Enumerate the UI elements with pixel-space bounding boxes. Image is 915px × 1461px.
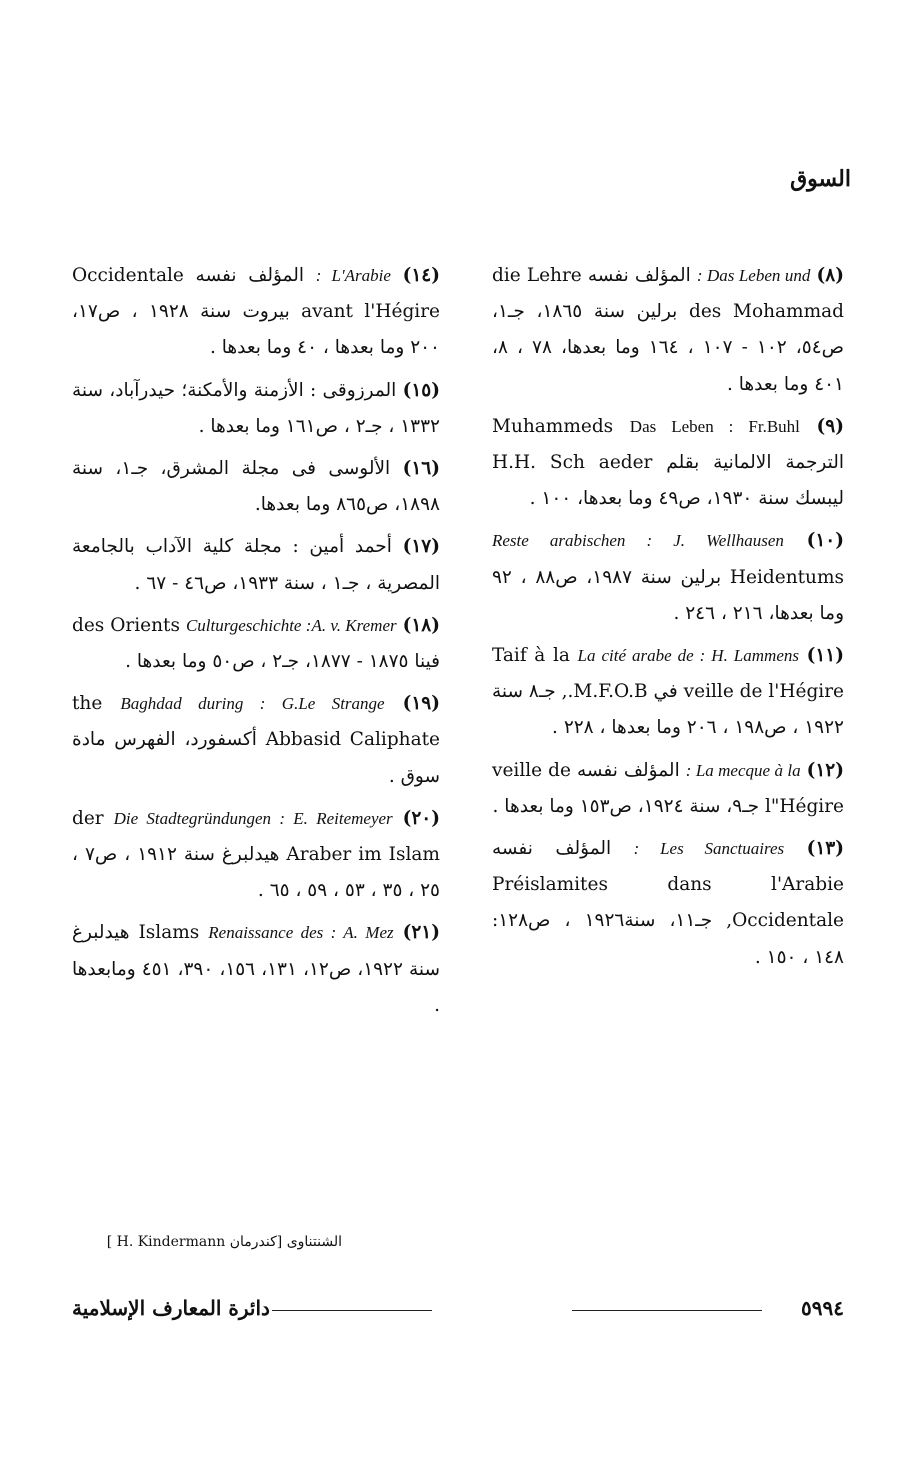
reference-number: (١٠) [806,530,844,552]
reference-text: المؤلف نفسه Occidentale avant l'Hégire بيروت سنة ١٩٢٨ ، ص١٧، ٢٠٠ وما بعدها ، ٤٠ وما بعدها . [72,265,440,359]
reference-21 [72,915,440,1024]
reference-number: (١٧) [402,536,440,558]
references-column-left [72,258,440,1030]
reference-number: (١٦) [402,458,440,480]
reference-number: (١١) [806,645,845,667]
reference-number: (١٨) [402,614,440,636]
reference-text: Muhammeds الترجمة الالمانية بقلم H.H. Sch aeder ليبسك سنة ١٩٣٠، ص٤٩ وما بعدها، ١٠٠ . [492,415,844,510]
encyclopedia-title: دائرة المعارف الإسلامية [72,1296,270,1320]
reference-15 [72,373,440,445]
reference-title: La mecque à la : [685,760,801,780]
reference-text: Islams هيدلبرغ سنة ١٩٢٢، ص١٢، ١٣١، ١٥٦، ٣٩٠، ٤٥١ ومابعدها . [72,922,440,1016]
reference-19 [72,686,440,795]
reference-number: (٢١) [402,922,440,944]
reference-9 [492,409,844,518]
reference-number: (١٤) [402,265,440,286]
footer-divider-right [572,1310,762,1311]
reference-text: أحمد أمين : مجلة كلية الآداب بالجامعة المصرية ، جـ١ ، سنة ١٩٣٣، ص٤٦ - ٦٧ . [72,536,440,594]
references-column-right [492,258,844,982]
reference-8 [492,258,844,403]
reference-17 [72,529,440,601]
reference-text: des Orients فينا ١٨٧٥ - ١٨٧٧، جـ٢ ، ص٥٠ وما بعدها . [72,614,440,673]
reference-16 [72,451,440,523]
reference-text: المرزوقى : الأزمنة والأمكنة؛ حيدرآباد، سنة ١٣٣٢ ، جـ٢ ، ص١٦١ وما بعدها . [72,379,440,437]
author-signature: الشنتناوى [كندرمان H. Kindermann ] [106,1234,342,1250]
reference-number: (١٢) [806,759,845,781]
reference-13 [492,831,844,976]
reference-title: La cité arabe de : H. Lammens [577,646,799,666]
page-number: ٥٩٩٤ [801,1296,844,1320]
reference-20 [72,801,440,910]
reference-title: Reste arabischen : J. Wellhausen [492,531,784,551]
reference-number: (١٩) [402,693,440,715]
reference-text: الألوسى فى مجلة المشرق، جـ١، سنة ١٨٩٨، ص٨٦٥ وما بعدها. [72,458,440,516]
reference-number: (٨) [816,265,844,286]
reference-text: المؤلف نفسه veille de l"Hégire جـ٩، سنة ١٩٢٤، ص١٥٣ وما بعدها . [492,759,844,817]
reference-11 [492,638,844,747]
reference-text: the Abbasid Caliphate أكسفورد، الفهرس مادة سوق . [72,693,440,787]
reference-10 [492,523,844,632]
reference-title: Renaissance des : A. Mez [208,923,394,943]
reference-title: Das Leben : Fr.Buhl [629,416,800,436]
reference-title: Baghdad during : G.Le Strange [120,694,385,714]
reference-title: Das Leben und : [696,266,811,285]
reference-number: (٢٠) [402,807,440,829]
reference-14 [72,258,440,367]
reference-title: L'Arabie : [315,266,391,285]
reference-text: Heidentums برلين سنة ١٩٨٧، ص٨٨ ، ٩٢ وما بعدها، ٢١٦ ، ٢٤٦ . [492,566,844,624]
footer-divider-left [272,1310,432,1311]
page-footer [72,1296,844,1326]
reference-text: المؤلف نفسه Préislamites dans l'Arabie Occidentale, جـ١١، سنة١٩٢٦ ، ص١٢٨: ١٤٨ ، ١٥٠ . [492,838,844,968]
reference-text: der Araber im Islam هيدلبرغ سنة ١٩١٢ ، ص٧ ، ٢٥ ، ٣٥ ، ٥٣ ، ٥٩ ، ٦٥ . [72,807,440,902]
reference-title: Culturgeschichte :A. v. Kremer [185,615,397,635]
reference-12 [492,753,844,825]
reference-text: Taif à la veille de l'Hégire في M.F.O.B., جـ٨ سنة ١٩٢٢ ، ص١٩٨ ، ٢٠٦ وما بعدها ، ٢٢٨ . [492,645,844,739]
reference-title: Les Sanctuaires : [633,839,785,859]
reference-number: (١٣) [806,838,844,860]
reference-number: (١٥) [402,379,440,401]
reference-text: المؤلف نفسه die Lehre des Mohammad برلين سنة ١٨٦٥، جـ١، ص٥٤، ١٠٢ - ١٠٧ ، ١٦٤ وما بعدها، ٧٨ ، ٨، ٤٠١ وما بعدها . [492,265,845,395]
reference-title: Die Stadtegründungen : E. Reitemeyer [113,808,393,828]
page-header-title: السوق [790,166,851,192]
reference-number: (٩) [816,415,844,437]
reference-18 [72,608,440,680]
